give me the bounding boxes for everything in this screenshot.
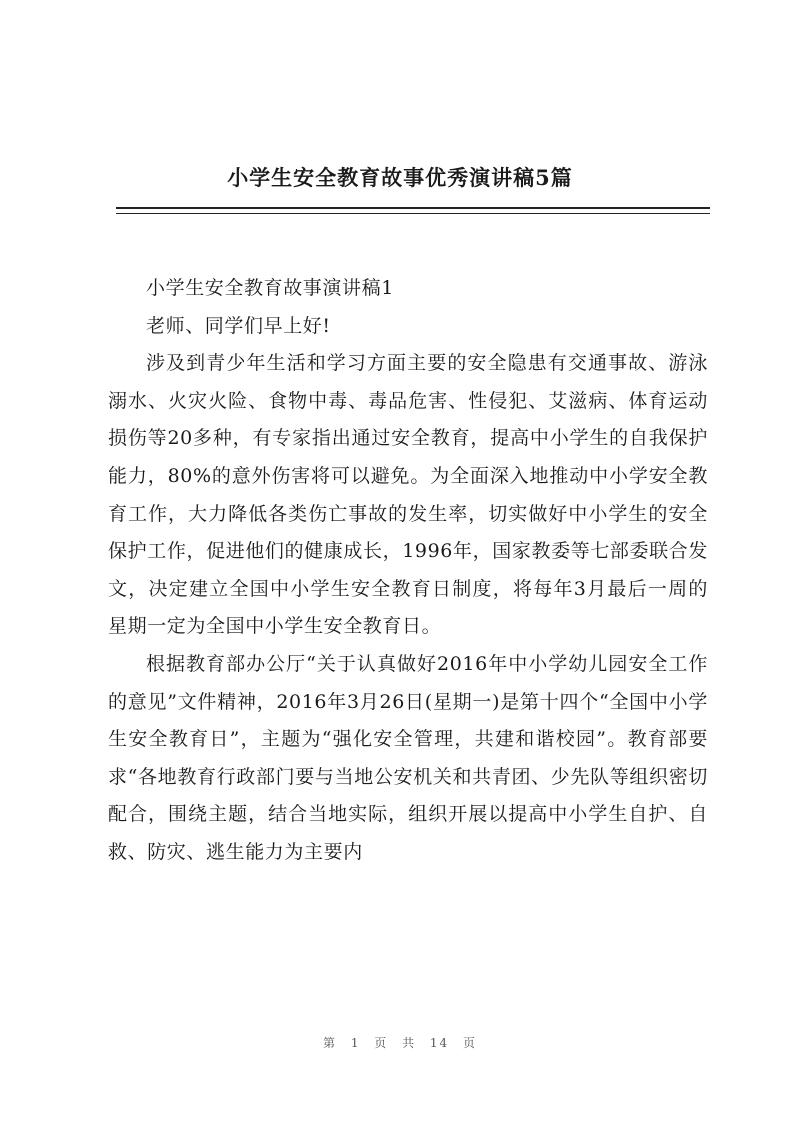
title-divider-thin — [116, 213, 710, 214]
document-body — [108, 270, 708, 872]
body-paragraph: 涉及到青少年生活和学习方面主要的安全隐患有交通事故、游泳溺水、火灾火险、食物中毒、毒品危害、性侵犯、艾滋病、体育运动损伤等20多种，有专家指出通过安全教育，提高中小学生的自我保护能力，80%的意外伤害将可以避免。为全面深入地推动中小学安全教育工作，大力降低各类伤亡事故的发生率，切实做好中小学生的安全保护工作，促进他们的健康成长，1996年，国家教委等七部委联合发文，决定建立全国中小学生安全教育日制度，将每年3月最后一周的星期一定为全国中小学生安全教育日。 — [108, 352, 708, 638]
body-paragraph: 根据教育部办公厅“关于认真做好2016年中小学幼儿园安全工作的意见”文件精神，2016年3月26日(星期一)是第十四个“全国中小学生安全教育日”，主题为“强化安全管理，共建和谐校园”。教育部要求“各地教育行政部门要与当地公安机关和共青团、少先队等组织密切配合，围绕主题，结合当地实际，组织开展以提高中小学生自护、自救、防灾、逃生能力为主要内 — [108, 652, 708, 863]
page-footer: 第 1 页 共 14 页 — [323, 1036, 477, 1050]
title-divider-thick — [116, 207, 710, 209]
document-title: 小学生安全教育故事优秀演讲稿5篇 — [227, 165, 573, 190]
greeting-paragraph: 老师、同学们早上好! — [146, 314, 331, 337]
section-heading: 小学生安全教育故事演讲稿1 — [146, 277, 394, 299]
